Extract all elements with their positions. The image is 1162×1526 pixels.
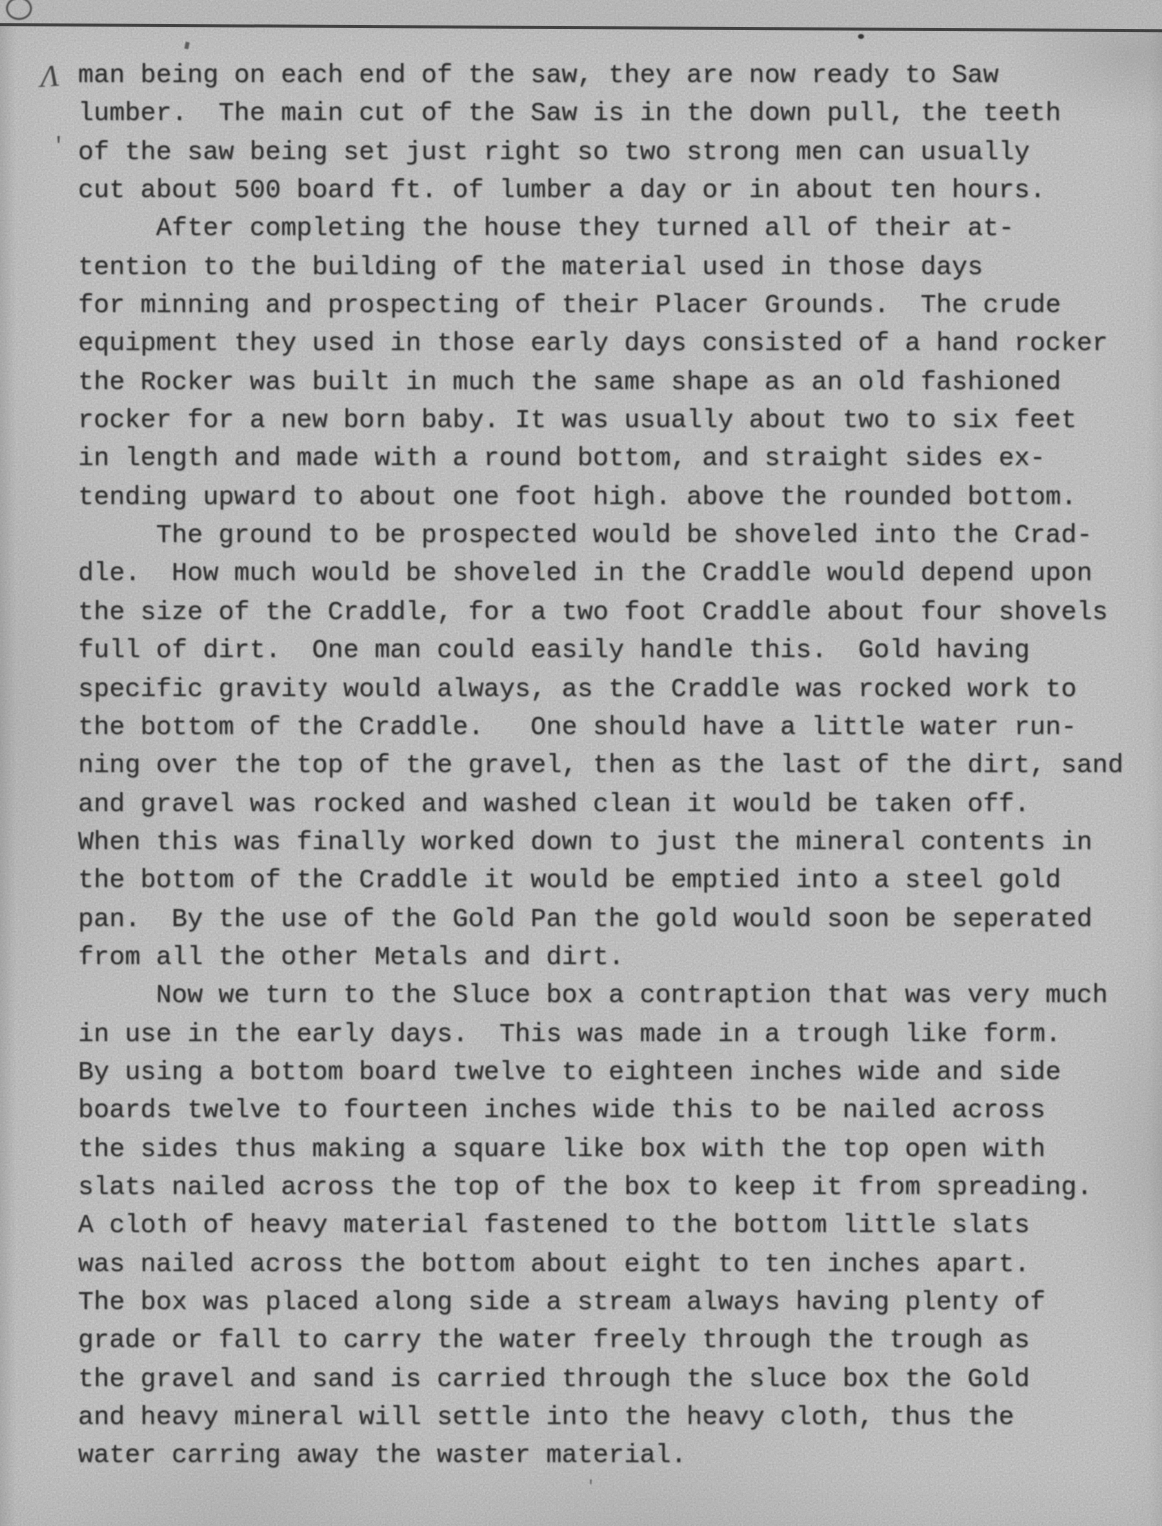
text-line: slats nailed across the top of the box to keep it from spreading. xyxy=(78,1171,1093,1202)
text-line: equipment they used in those early days consisted of a hand rocker xyxy=(78,328,1108,359)
text-line: the size of the Craddle, for a two foot Craddle about four shovels xyxy=(78,596,1108,627)
text-line: the Rocker was built in much the same shape as an old fashioned xyxy=(78,366,1061,397)
bottom-tick-mark: ' xyxy=(586,1478,596,1496)
ink-speckle xyxy=(184,42,189,50)
text-line: the bottom of the Craddle it would be emptied into a steel gold xyxy=(78,865,1061,896)
text-line: After completing the house they turned all of their at- xyxy=(78,213,1015,244)
text-line: water carring away the waster material. xyxy=(78,1440,687,1471)
text-line: The ground to be prospected would be shoveled into the Crad- xyxy=(78,520,1093,551)
margin-tick-mark: ' xyxy=(52,134,66,159)
text-line: grade or fall to carry the water freely through the trough as xyxy=(78,1325,1030,1356)
text-line: specific gravity would always, as the Craddle was rocked work to xyxy=(78,673,1077,704)
text-line: lumber. The main cut of the Saw is in the down pull, the teeth xyxy=(78,98,1061,129)
text-line: and heavy mineral will settle into the heavy cloth, thus the xyxy=(78,1402,1015,1433)
text-line: rocker for a new born baby. It was usually about two to six feet xyxy=(78,405,1077,436)
text-line: was nailed across the bottom about eight to ten inches apart. xyxy=(78,1248,1030,1279)
text-line: A cloth of heavy material fastened to the bottom little slats xyxy=(78,1210,1030,1241)
text-line: ning over the top of the gravel, then as the last of the dirt, sand xyxy=(78,750,1124,781)
text-line: boards twelve to fourteen inches wide this to be nailed across xyxy=(78,1095,1046,1126)
text-line: When this was finally worked down to just the mineral contents in xyxy=(78,826,1093,857)
margin-caret-mark: Λ xyxy=(38,57,60,94)
text-line: By using a bottom board twelve to eighteen inches wide and side xyxy=(78,1056,1061,1087)
scan-top-edge xyxy=(0,0,1162,33)
text-line: in use in the early days. This was made in a trough like form. xyxy=(78,1018,1061,1049)
text-line: man being on each end of the saw, they are now ready to Saw xyxy=(78,60,999,90)
text-line: The box was placed along side a stream always having plenty of xyxy=(78,1287,1046,1317)
text-line: cut about 500 board ft. of lumber a day or in about ten hours. xyxy=(78,175,1046,206)
text-line: the gravel and sand is carried through the sluce box the Gold xyxy=(78,1363,1030,1394)
text-line: the sides thus making a square like box with the top open with xyxy=(78,1133,1046,1164)
typewritten-text xyxy=(78,56,1158,1475)
text-line: tention to the building of the material used in those days xyxy=(78,251,983,282)
text-line: pan. By the use of the Gold Pan the gold would soon be seperated xyxy=(78,903,1093,934)
text-line: from all the other Metals and dirt. xyxy=(78,941,625,972)
text-line: in length and made with a round bottom, and straight sides ex- xyxy=(78,443,1046,474)
text-line: and gravel was rocked and washed clean it would be taken off. xyxy=(78,788,1030,819)
text-line: full of dirt. One man could easily handle this. Gold having xyxy=(78,635,1030,666)
ink-dot xyxy=(858,34,864,39)
text-line: Now we turn to the Sluce box a contraption that was very much xyxy=(78,980,1108,1011)
text-line: of the saw being set just right so two strong men can usually xyxy=(78,136,1030,167)
text-line: tending upward to about one foot high. above the rounded bottom. xyxy=(78,481,1077,512)
text-line: for minning and prospecting of their Placer Grounds. The crude xyxy=(78,290,1061,321)
text-line: dle. How much would be shoveled in the Craddle would depend upon xyxy=(78,558,1093,589)
text-line: the bottom of the Craddle. One should have a little water run- xyxy=(78,711,1077,742)
